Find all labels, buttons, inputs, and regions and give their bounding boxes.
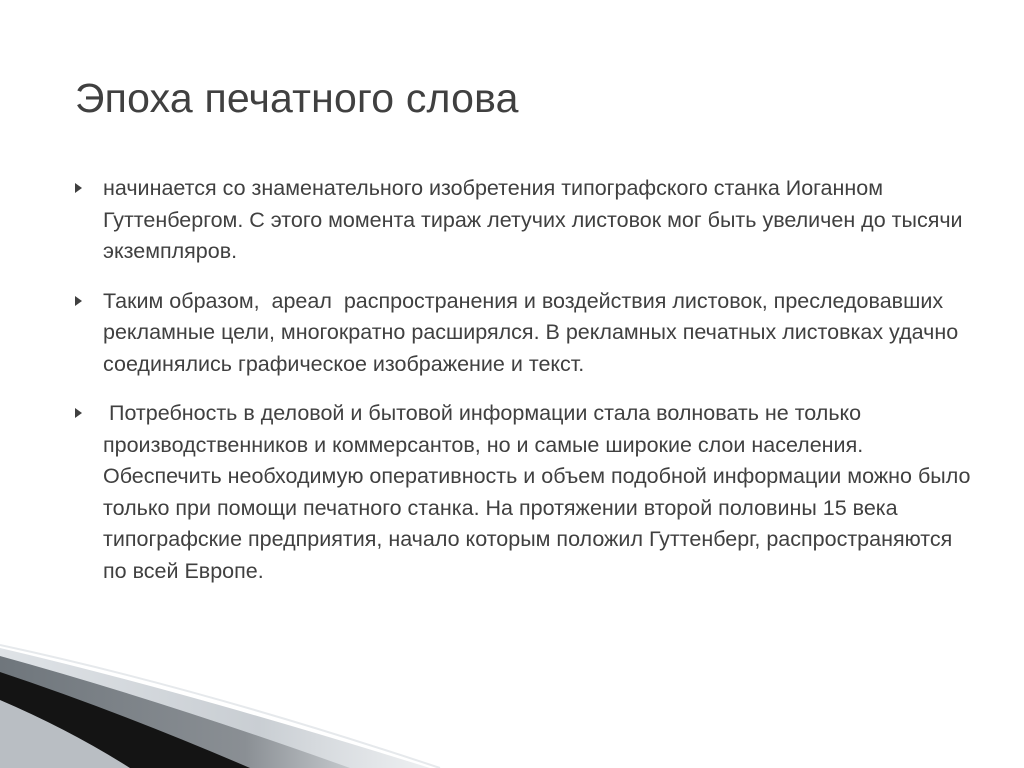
bullet-text: Потребность в деловой и бытовой информации стала волновать не только производственников и коммерсантов, но и самые широкие слои населения. Обеспечить необходимую оперативность и объем подобной информации можно было только при помощи печатного станка. На протяжении второй половины 15 века типографские предприятия, начало которым положил Гуттенберг, распространяются по всей Европе. <box>103 401 977 583</box>
bullet-text: начинается со знаменательного изобретения типографского станка Иоганном Гуттенбергом. С этого момента тираж летучих листовок мог быть увеличен до тысячи экземпляров. <box>103 176 969 263</box>
bullet-text: Таким образом, ареал распространения и воздействия листовок, преследовавших рекламные цели, многократно расширялся. В рекламных печатных листовках удачно соединялись графическое изображение и текст. <box>103 288 965 376</box>
slide-title: Эпоха печатного слова <box>75 75 519 121</box>
